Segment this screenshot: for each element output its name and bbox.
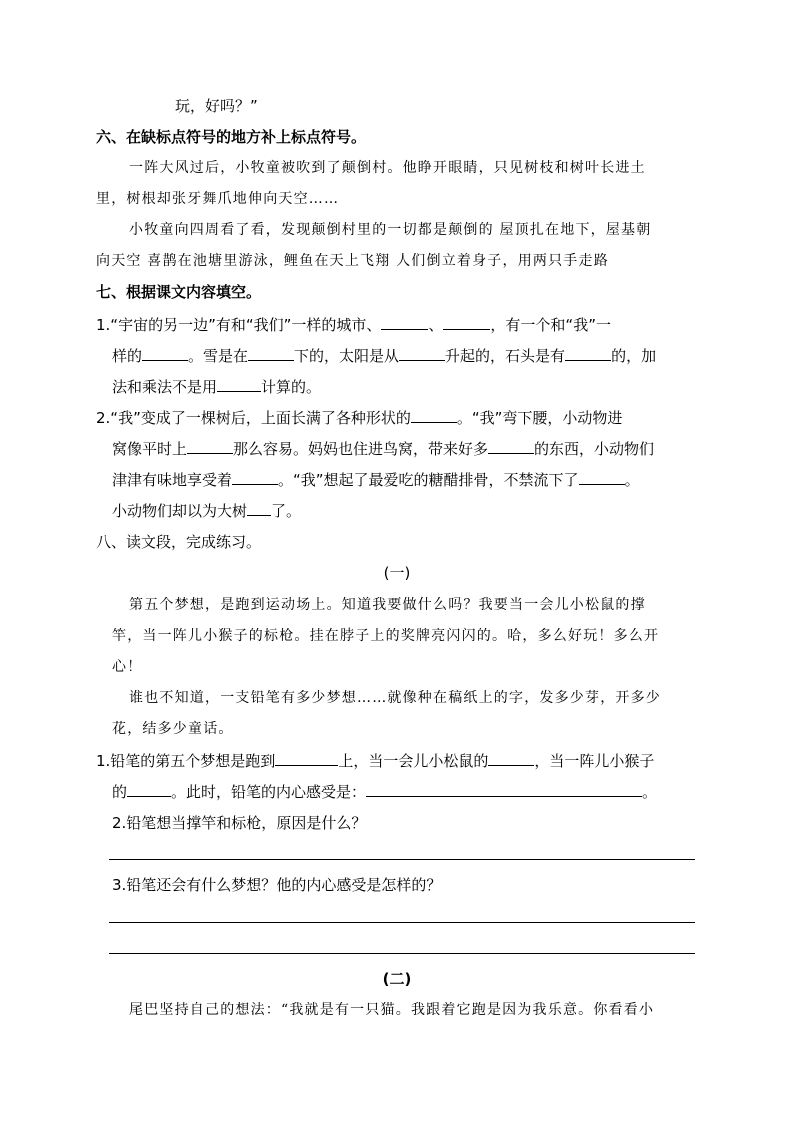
- answer-blank[interactable]: [411, 408, 457, 423]
- answer-blank[interactable]: [488, 439, 534, 454]
- sec7-question-2-line: [112, 469, 640, 491]
- sec7-question-2-line: [112, 500, 301, 522]
- question-text: 下的，太阳是从: [294, 347, 400, 365]
- question-text: 。“我”弯下腰，小动物进: [456, 409, 623, 427]
- answer-blank[interactable]: [399, 346, 445, 361]
- question-text: 。: [624, 471, 640, 489]
- question-text: 上，当一会儿小松鼠的: [338, 752, 489, 770]
- question-text: 小动物们却以为大树: [112, 502, 248, 520]
- section-7-heading: 七、根据课文内容填空。: [96, 283, 262, 301]
- question-text: 那么容易。妈妈也住进鸟窝，带来好多: [233, 440, 489, 458]
- question-text: 、: [428, 316, 444, 334]
- question-text: 。: [642, 783, 658, 801]
- sec8-passage-line: 心！: [112, 659, 143, 675]
- answer-blank[interactable]: [187, 439, 233, 454]
- question-text: 2.“我”变成了一棵树后，上面长满了各种形状的: [96, 409, 411, 427]
- answer-blank[interactable]: [142, 346, 188, 361]
- sec8-question-1-line: [96, 750, 654, 772]
- section-6-heading: 六、在缺标点符号的地方补上标点符号。: [96, 128, 367, 146]
- question-text: 1.“宇宙的另一边”有和“我们”一样的城市、: [96, 316, 382, 334]
- question-text: 的东西，小动物们: [534, 440, 655, 458]
- question-text: 法和乘法不是用: [112, 378, 218, 396]
- answer-blank[interactable]: [248, 346, 294, 361]
- section-8-heading: 八、读文段，完成练习。: [96, 533, 262, 551]
- question-text: 1.铅笔的第五个梦想是跑到: [96, 752, 276, 770]
- sec7-question-2-line: [112, 438, 654, 460]
- part-2-title: (二): [382, 970, 412, 988]
- sec6-passage-line: 一阵大风过后，小牧童被吹到了颠倒村。他睁开眼睛，只见树枝和树叶长进土: [129, 160, 646, 176]
- sec7-question-1-line: [96, 314, 611, 336]
- answer-line[interactable]: [109, 922, 695, 923]
- answer-blank[interactable]: [247, 501, 271, 516]
- answer-blank[interactable]: [127, 782, 171, 797]
- answer-blank[interactable]: [366, 782, 642, 797]
- question-text: 窝像平时上: [112, 440, 188, 458]
- answer-line[interactable]: [109, 953, 695, 954]
- part-1-title: (一): [383, 564, 411, 582]
- question-text: ，有一个和“我”一: [490, 316, 611, 334]
- question-text: 样的: [112, 347, 143, 365]
- sec6-passage-line: 里，树根却张牙舞爪地伸向天空……: [96, 191, 340, 207]
- answer-blank[interactable]: [579, 470, 625, 485]
- sec8-passage-line: 花，结多少童话。: [112, 721, 234, 737]
- sec8-question-2: 2.铅笔想当撑竿和标枪，原因是什么？: [112, 814, 367, 832]
- question-text: 的: [112, 783, 128, 801]
- answer-blank[interactable]: [443, 315, 490, 330]
- sec8-question-3: 3.铅笔还会有什么梦想？他的内心感受是怎样的？: [112, 876, 442, 894]
- question-text: 升起的，石头是有: [445, 347, 566, 365]
- question-text: 计算的。: [261, 378, 322, 396]
- sec8-passage-line: 谁也不知道，一支铅笔有多少梦想……就像种在稿纸上的字，发多少芽，开多少: [129, 690, 661, 706]
- question-text: 。此时，铅笔的内心感受是：: [171, 783, 367, 801]
- answer-blank[interactable]: [381, 315, 428, 330]
- sec8-passage-line: 竿，当一阵儿小猴子的标枪。挂在脖子上的奖牌亮闪闪的。哈，多么好玩！多么开: [112, 628, 660, 644]
- sec8-passage-line: 尾巴坚持自己的想法：“我就是有一只猫。我跟着它跑是因为我乐意。你看看小: [129, 1002, 655, 1018]
- sec7-question-2-line: [96, 407, 622, 429]
- answer-blank[interactable]: [217, 377, 261, 392]
- continuation-line: 玩，好吗？”: [175, 97, 258, 115]
- question-text: 津津有味地享受着: [112, 471, 233, 489]
- question-text: 了。: [271, 502, 302, 520]
- answer-blank[interactable]: [232, 470, 278, 485]
- answer-blank[interactable]: [488, 751, 534, 766]
- sec8-passage-line: 第五个梦想，是跑到运动场上。知道我要做什么吗？我要当一会儿小松鼠的撑: [129, 597, 646, 613]
- sec7-question-1-line: [112, 345, 656, 367]
- answer-blank[interactable]: [275, 751, 338, 766]
- answer-blank[interactable]: [565, 346, 611, 361]
- sec8-question-1-line: [112, 781, 657, 803]
- sec7-question-1-line: [112, 376, 321, 398]
- question-text: 。“我”想起了最爱吃的糖醋排骨，不禁流下了: [278, 471, 579, 489]
- question-text: 。雪是在: [188, 347, 249, 365]
- sec6-passage-line: 向天空 喜鹊在池塘里游泳，鲤鱼在天上飞翔 人们倒立着身子，用两只手走路: [96, 253, 609, 269]
- answer-line[interactable]: [109, 859, 695, 860]
- question-text: ，当一阵儿小猴子: [534, 752, 655, 770]
- question-text: 的，加: [611, 347, 657, 365]
- sec6-passage-line: 小牧童向四周看了看，发现颠倒村里的一切都是颠倒的 屋顶扎在地下，屋基朝: [129, 222, 652, 238]
